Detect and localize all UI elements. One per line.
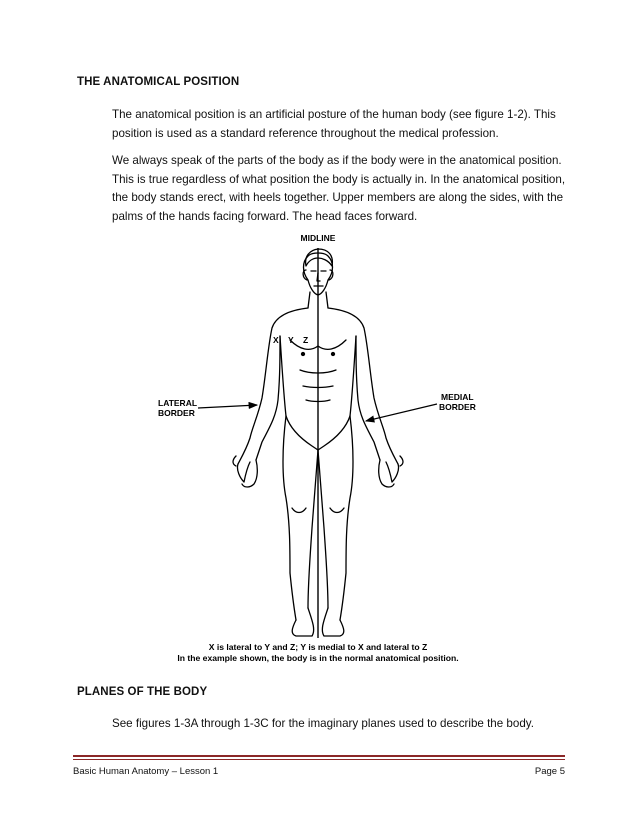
footer-page-number: Page 5 [534,766,565,777]
paragraph-anatomical-position-detail: We always speak of the parts of the body as if the body were in the anatomical position. This is true regardless of what position the body is actually in. In the anatomical position, the body stands erect, with heels together. Upper members are along the sides, with the palms of the hands facing forward. The head faces forward. [112,154,566,223]
footer-rule-thin [73,759,565,760]
paragraph-anatomical-position-intro: The anatomical position is an artificial posture of the human body (see figure 1-2). This position is used as a standard reference throughout the medical profession. [112,108,556,140]
medial-border-label-line2: BORDER [439,402,476,412]
anatomical-position-figure [140,228,500,668]
point-z-label: Z [303,335,309,345]
point-x-label: X [273,335,279,345]
footer-rule-thick [73,755,565,757]
paragraph-planes-of-body: See figures 1-3A through 1-3C for the imaginary planes used to describe the body. [112,717,534,730]
lateral-border-arrow [198,405,257,408]
point-y-label: Y [288,335,294,345]
footer-document-title: Basic Human Anatomy – Lesson 1 [73,766,219,777]
figure-caption-line1: X is lateral to Y and Z; Y is medial to X and lateral to Z [208,642,428,652]
lateral-border-label-line1: LATERAL [158,398,198,408]
medial-border-label-line1: MEDIAL [441,392,474,402]
midline-label: MIDLINE [300,233,336,243]
section-heading-anatomical-position: THE ANATOMICAL POSITION [77,76,240,88]
lateral-border-label-line2: BORDER [158,408,195,418]
figure-caption-line2: In the example shown, the body is in the normal anatomical position. [177,653,459,663]
section-heading-planes-of-body: PLANES OF THE BODY [77,686,208,698]
